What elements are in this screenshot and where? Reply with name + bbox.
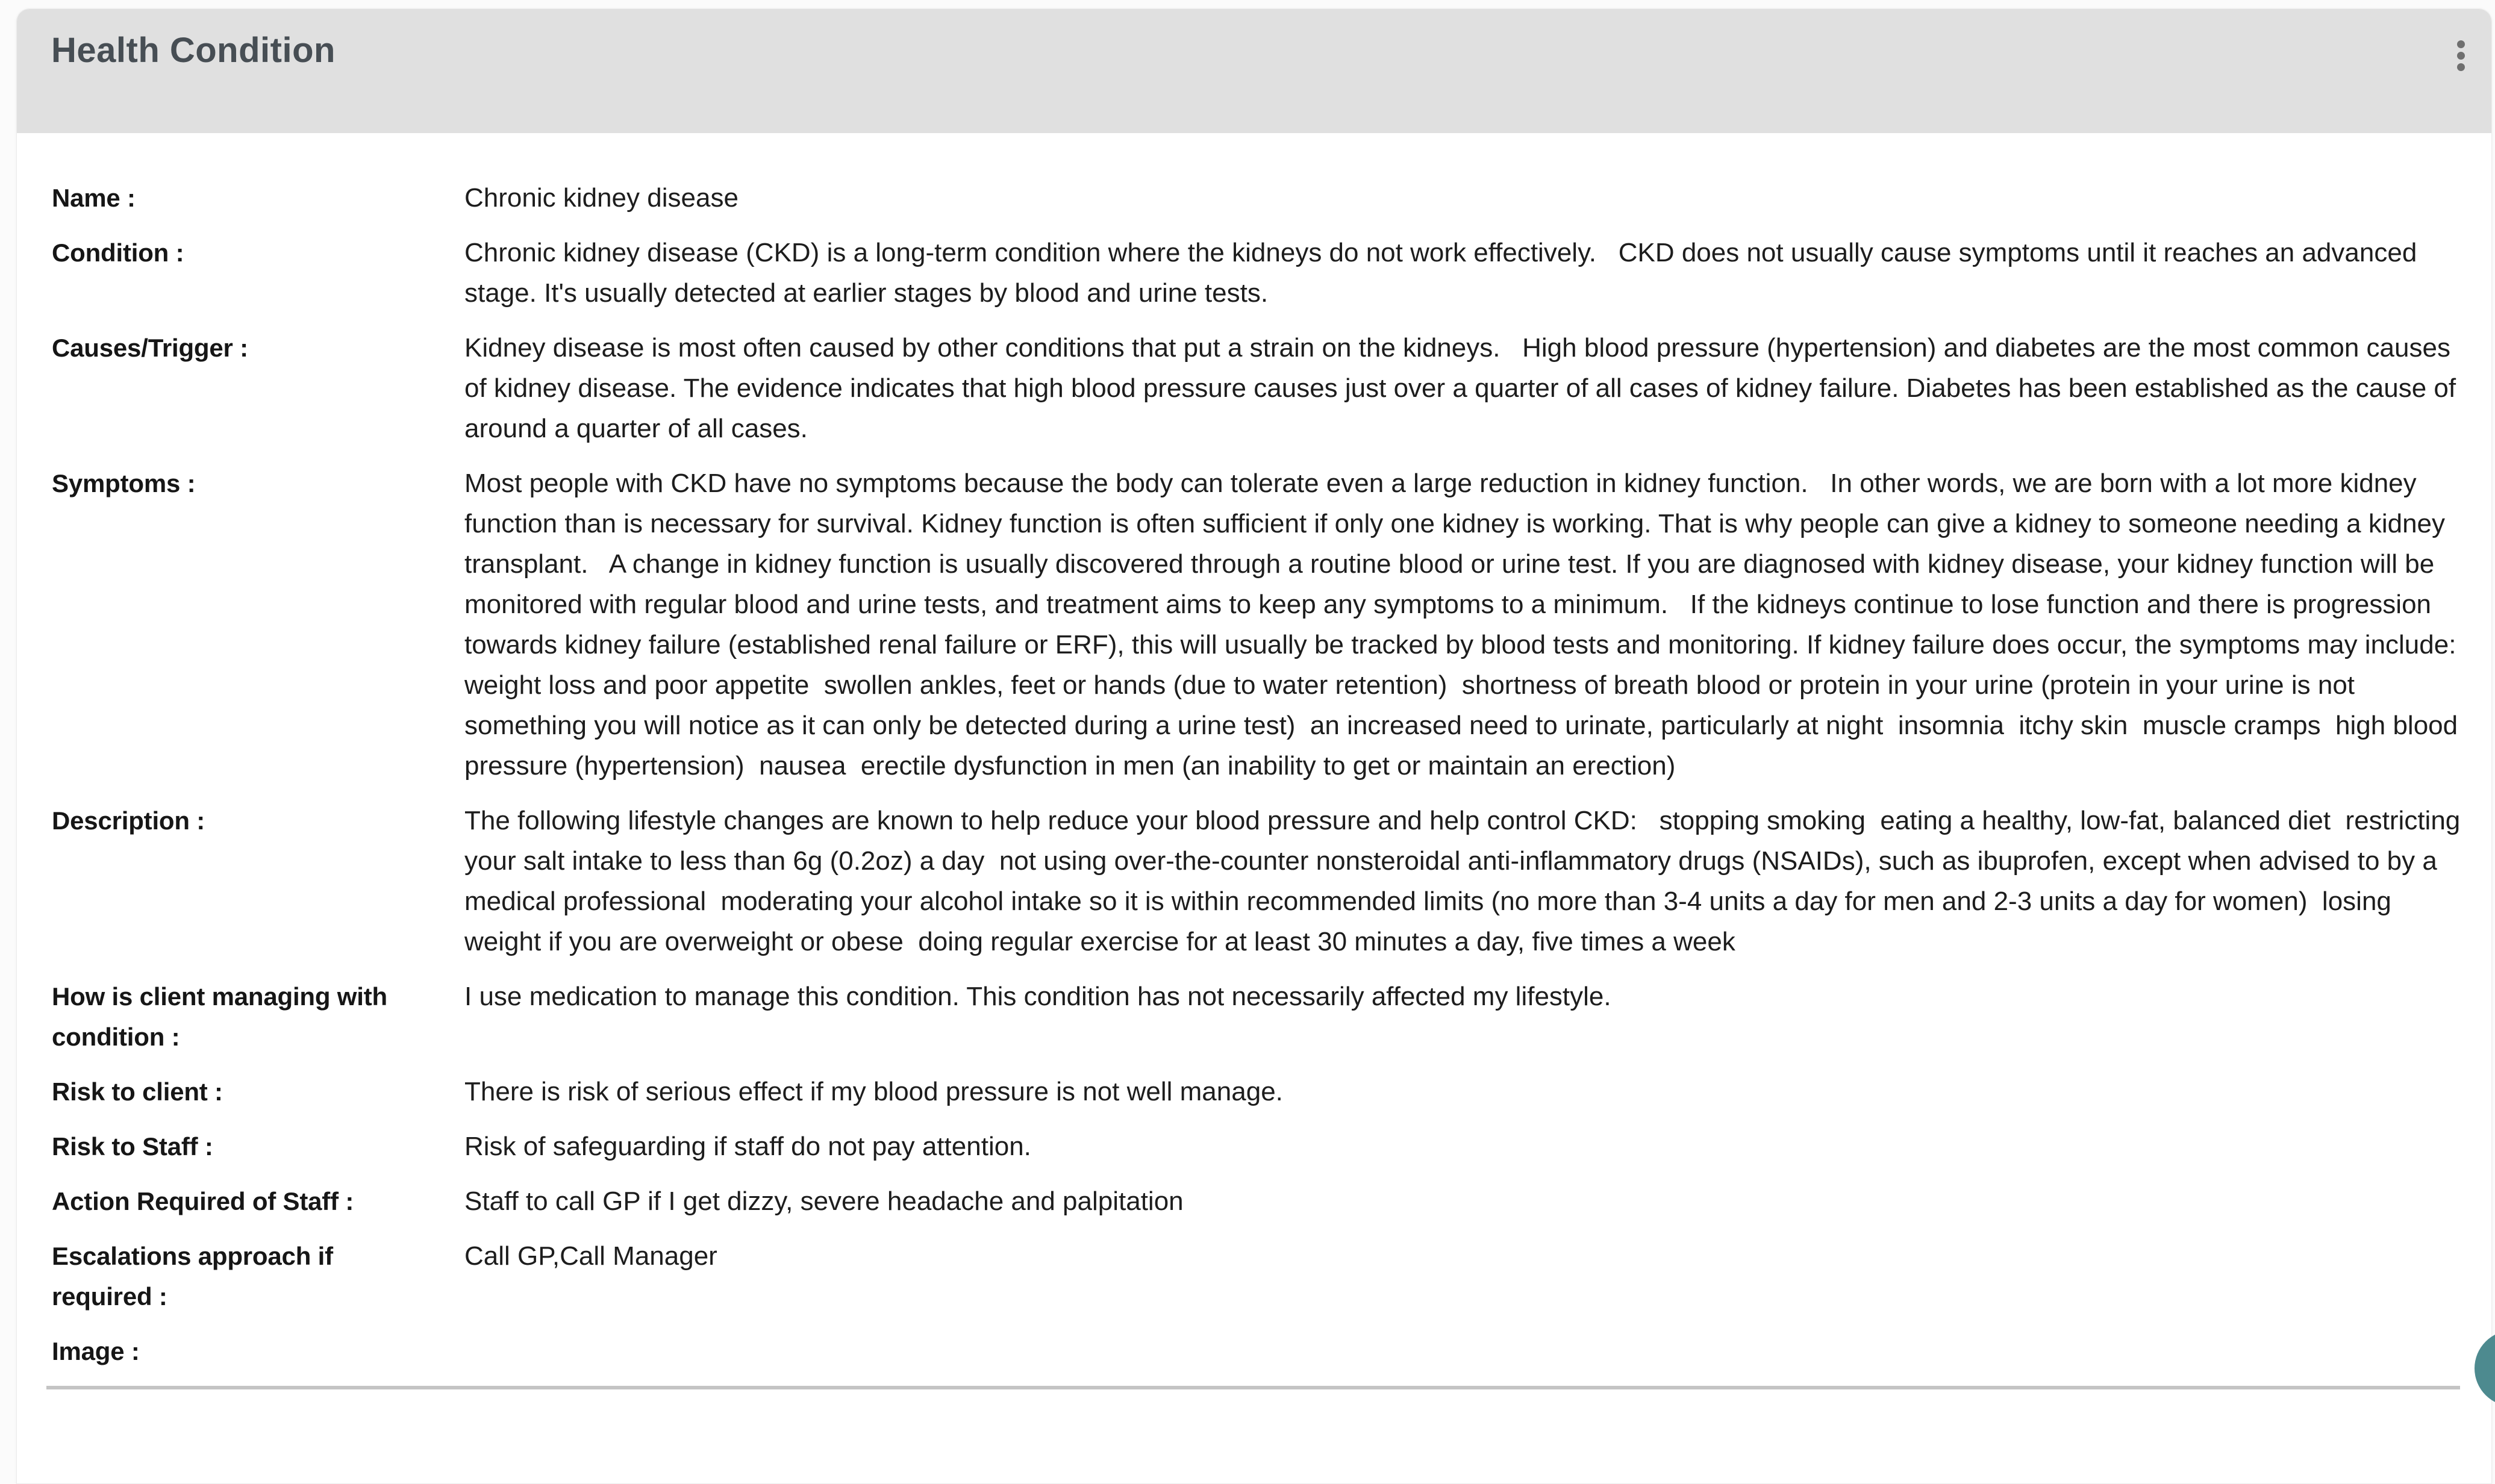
field-row (52, 328, 2470, 449)
field-value: The following lifestyle changes are known to help reduce your blood pressure and help control CKD: stopping smoking eating a healthy, low-fat, balanced diet restricting your salt intake to less than 6g (0.2oz) a day not using over-the-counter nonsteroidal anti-inflammatory drugs (NSAIDs), such as ibuprofen, except when advised to by a medical professional moderating your alcohol intake so it is within recommended limits (no more than 3-4 units a day for men and 2-3 units a day for women) losing weight if you are overweight or obese doing regular exercise for at least 30 minutes a day, five times a week (464, 806, 2468, 956)
field-label: Condition : (52, 238, 184, 267)
field-label: Image : (52, 1337, 140, 1365)
field-label: How is client managing with condition : (52, 982, 387, 1051)
field-row (52, 1071, 2470, 1112)
field-value: Call GP,Call Manager (464, 1241, 717, 1271)
kebab-menu-button[interactable] (2451, 36, 2471, 76)
health-condition-card (16, 8, 2492, 1484)
field-row (52, 1236, 2470, 1317)
kebab-menu-icon (2457, 52, 2465, 60)
section-divider (46, 1386, 2460, 1389)
field-label: Risk to client : (52, 1077, 223, 1106)
card-title: Health Condition (51, 31, 336, 70)
field-row (52, 800, 2470, 962)
field-label: Causes/Trigger : (52, 334, 248, 362)
field-row (52, 1126, 2470, 1167)
field-value: Kidney disease is most often caused by other conditions that put a strain on the kidneys. High blood pressure (hypertension) and diabetes are the most common causes of kidney disease. The evidence indicates that high blood pressure causes just over a quarter of all cases of kidney failure. Diabetes has been established as the cause of around a quarter of all cases. (464, 333, 2464, 443)
card-header (17, 9, 2491, 133)
field-label: Name : (52, 184, 136, 212)
field-label: Action Required of Staff : (52, 1187, 354, 1215)
field-row (52, 463, 2479, 786)
field-row (52, 232, 2470, 313)
field-row (52, 1331, 2470, 1371)
field-value: Most people with CKD have no symptoms because the body can tolerate even a large reduction in kidney function. In other words, we are born with a lot more kidney function than is necessary for survival. Kidney function is often sufficient if only one kidney is working. That is why people can give a kidney to someone needing a kidney transplant. A change in kidney function is usually discovered through a routine blood or urine test. If you are diagnosed with kidney disease, your kidney function will be monitored with regular blood and urine tests, and treatment aims to keep any symptoms to a minimum. If the kidneys continue to lose function and there is progression towards kidney failure (established renal failure or ERF), this will usually be tracked by blood tests and monitoring. If kidney failure does occur, the symptoms may include: weight loss and poor appetite swollen ankles, feet or hands (due to water retention) shortness of breath blood or protein in your urine (protein in your urine is not something you will notice as it can only be detected during a urine test) an increased need to urinate, particularly at night insomnia itchy skin muscle cramps high blood pressure (hypertension) nausea erectile dysfunction in men (an inability to get or maintain an erection) (464, 469, 2479, 781)
field-value: Staff to call GP if I get dizzy, severe headache and palpitation (464, 1186, 1184, 1216)
field-label: Description : (52, 806, 205, 835)
field-row (52, 178, 2470, 218)
field-value: Chronic kidney disease (CKD) is a long-term condition where the kidneys do not work effectively. CKD does not usually cause symptoms until it reaches an advanced stage. It's usually detected at earlier stages by blood and urine tests. (464, 238, 2425, 308)
field-value: Chronic kidney disease (464, 183, 739, 213)
field-label: Risk to Staff : (52, 1132, 213, 1161)
kebab-menu-icon (2457, 40, 2465, 48)
field-list (17, 133, 2491, 1371)
kebab-menu-icon (2457, 63, 2465, 71)
field-value: Risk of safeguarding if staff do not pay attention. (464, 1132, 1031, 1161)
field-value: There is risk of serious effect if my blood pressure is not well manage. (464, 1077, 1283, 1106)
field-label: Escalations approach if required : (52, 1242, 333, 1311)
field-value: I use medication to manage this condition. This condition has not necessarily affected my lifestyle. (464, 982, 1611, 1011)
field-label: Symptoms : (52, 469, 196, 497)
field-row (52, 1181, 2470, 1221)
field-row (52, 976, 2470, 1057)
